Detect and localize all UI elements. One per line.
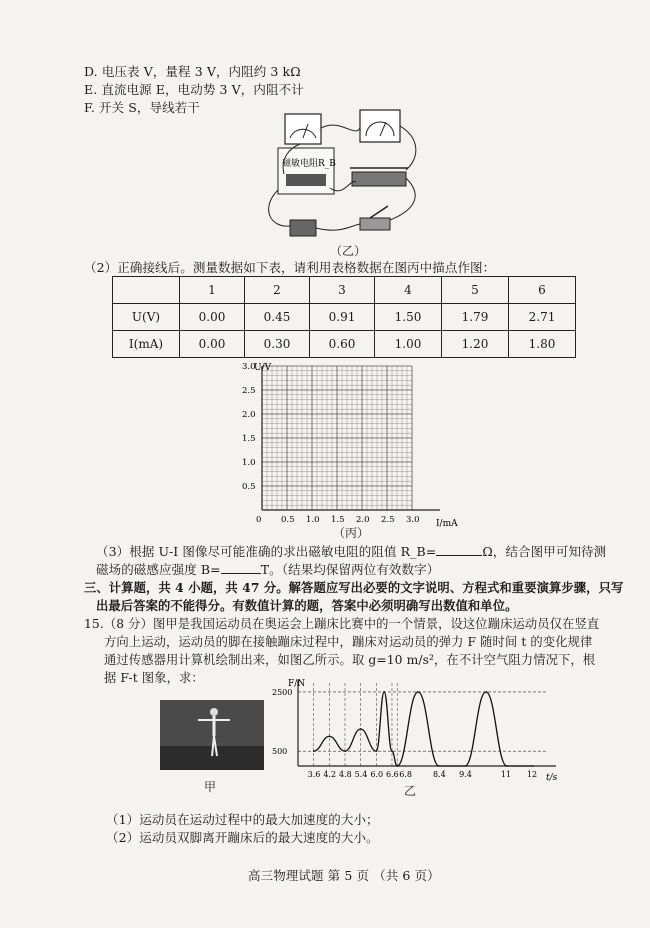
x-tick-label: 11 [500,770,512,779]
q3-line2: 磁场的磁感应强度 B= T。（结果均保留两位有效数字） [96,562,440,577]
table-cell: 1.00 [375,331,442,358]
figure-yi-caption: （乙） [330,244,367,258]
page-footer: 高三物理试题 第 5 页 （共 6 页） [248,868,440,883]
x-tick-label: 0 [256,515,262,525]
q2-text: （2）正确接线后。测量数据如下表，请利用表格数据在图丙中描点作图： [84,260,496,275]
table-row [113,331,576,358]
table-header-cell: 5 [442,277,509,304]
table-cell: 1.20 [442,331,509,358]
circuit-diagram-yi [260,108,430,258]
option-e: E. 直流电源 E，电动势 3 V，内阻不计 [84,82,304,97]
row-label: U(V) [113,304,180,331]
answer-blank-b[interactable] [221,561,261,574]
data-point [383,691,385,693]
table-cell: 0.60 [310,331,375,358]
table-cell: 0.91 [310,304,375,331]
photo-caption: 甲 [204,780,217,794]
table-header-cell [113,277,180,304]
table-cell: 1.79 [442,304,509,331]
q15-line2: 方向上运动，运动员的脚在接触蹦床过程中，蹦床对运动员的弹力 F 随时间 t 的变化规律 [104,635,593,649]
force-curve [314,692,533,766]
switch-icon [360,218,390,230]
section3-line2: 出最后答案的不能得分。有数值计算的题，答案中必须明确写出数值和单位。 [96,598,518,613]
resistor-label: 磁敏电阻R_B [282,159,336,169]
table-header-cell: 6 [509,277,576,304]
data-point [344,750,346,752]
y-axis-label: F/N [288,679,306,689]
ft-chart-caption: 乙 [404,784,417,798]
answer-blank-rb[interactable] [436,543,482,556]
x-tick-label: 3.6 [307,770,321,779]
table-cell: 0.00 [180,331,245,358]
x-axis-label: t/s [546,773,558,783]
ft-chart [268,676,568,798]
q15-line3: 通过传感器用计算机绘制出来，如图乙所示。取 g=10 m/s²，在不计空气阻力情况下，根 [104,653,596,667]
table-header-cell: 1 [180,277,245,304]
x-tick-label: 1.0 [306,515,320,525]
y-tick-label: 2.5 [242,386,256,396]
x-tick-label: 2.0 [356,515,370,525]
grid [262,366,412,510]
x-tick-label: 4.2 [323,770,337,779]
data-point [485,691,487,693]
y-tick-label: 500 [272,747,288,757]
data-point [376,750,378,752]
x-tick-label: 2.5 [381,515,395,525]
x-tick-label: 3.0 [406,515,420,525]
x-tick-label: 1.5 [331,515,345,525]
data-point [360,728,362,730]
q15-line4: 据 F-t 图象，求： [104,671,204,685]
data-table [112,276,576,358]
data-point [464,765,466,767]
q3-line1: （3）根据 U-I 图像尽可能准确的求出磁敏电阻的阻值 R_B= Ω，结合图甲可知待测 [96,544,607,559]
data-point [396,765,398,767]
graph-bing-caption: （丙） [333,526,370,540]
q15-sub1: （1）运动员在运动过程中的最大加速度的大小； [106,812,379,827]
table-header-cell: 2 [245,277,310,304]
data-point [417,691,419,693]
resistor-icon [286,174,326,186]
battery-icon [290,220,316,236]
table-header-cell: 4 [375,277,442,304]
y-tick-label: 1.0 [242,458,256,468]
x-axis-label: I/mA [436,519,458,529]
x-tick-label: 5.4 [354,770,368,779]
ui-graph-bing [240,360,460,532]
x-tick-label: 9.4 [459,770,472,779]
data-point [532,765,534,767]
data-point [438,765,440,767]
y-tick-label: 0.5 [242,482,256,492]
data-point [313,750,315,752]
y-tick-label: 1.5 [242,434,256,444]
q15-line1: 15.（8 分）图甲是我国运动员在奥运会上蹦床比赛中的一个情景，设这位蹦床运动员仅在竖直 [84,617,600,631]
data-point [506,765,508,767]
row-label: I(mA) [113,331,180,358]
table-cell: 0.00 [180,304,245,331]
x-tick-label: 8.4 [432,770,446,779]
voltmeter-icon [360,110,400,142]
y-axis-label: U/V [254,363,272,373]
y-tick-label: 3.0 [242,362,256,372]
rheostat-icon [352,172,406,186]
y-tick-label: 2.0 [242,410,256,420]
table-cell: 2.71 [509,304,576,331]
trampoline-photo [160,700,264,770]
option-f: F. 开关 S，导线若干 [84,100,200,115]
table-cell: 1.80 [509,331,576,358]
data-point [391,750,393,752]
section3-line1: 三、计算题，共 4 小题，共 47 分。解答题应写出必要的文字说明、方程式和重要演算步骤，只写 [84,580,624,595]
table-cell: 0.30 [245,331,310,358]
x-tick-label: 6.8 [399,770,412,779]
x-tick-label: 12 [526,770,538,779]
option-d: D. 电压表 V，量程 3 V，内阻约 3 kΩ [84,64,301,79]
x-tick-label: 6.6 [385,770,399,779]
data-point [329,736,331,738]
table-header-row [113,277,576,304]
x-tick-label: 4.8 [338,770,352,779]
table-row [113,304,576,331]
table-cell: 1.50 [375,304,442,331]
table-cell: 0.45 [245,304,310,331]
x-tick-label: 0.5 [281,515,295,525]
y-tick-label: 2500 [272,687,293,697]
x-tick-label: 6.0 [370,770,384,779]
q15-sub2: （2）运动员双脚离开蹦床后的最大速度的大小。 [106,830,379,845]
table-header-cell: 3 [310,277,375,304]
